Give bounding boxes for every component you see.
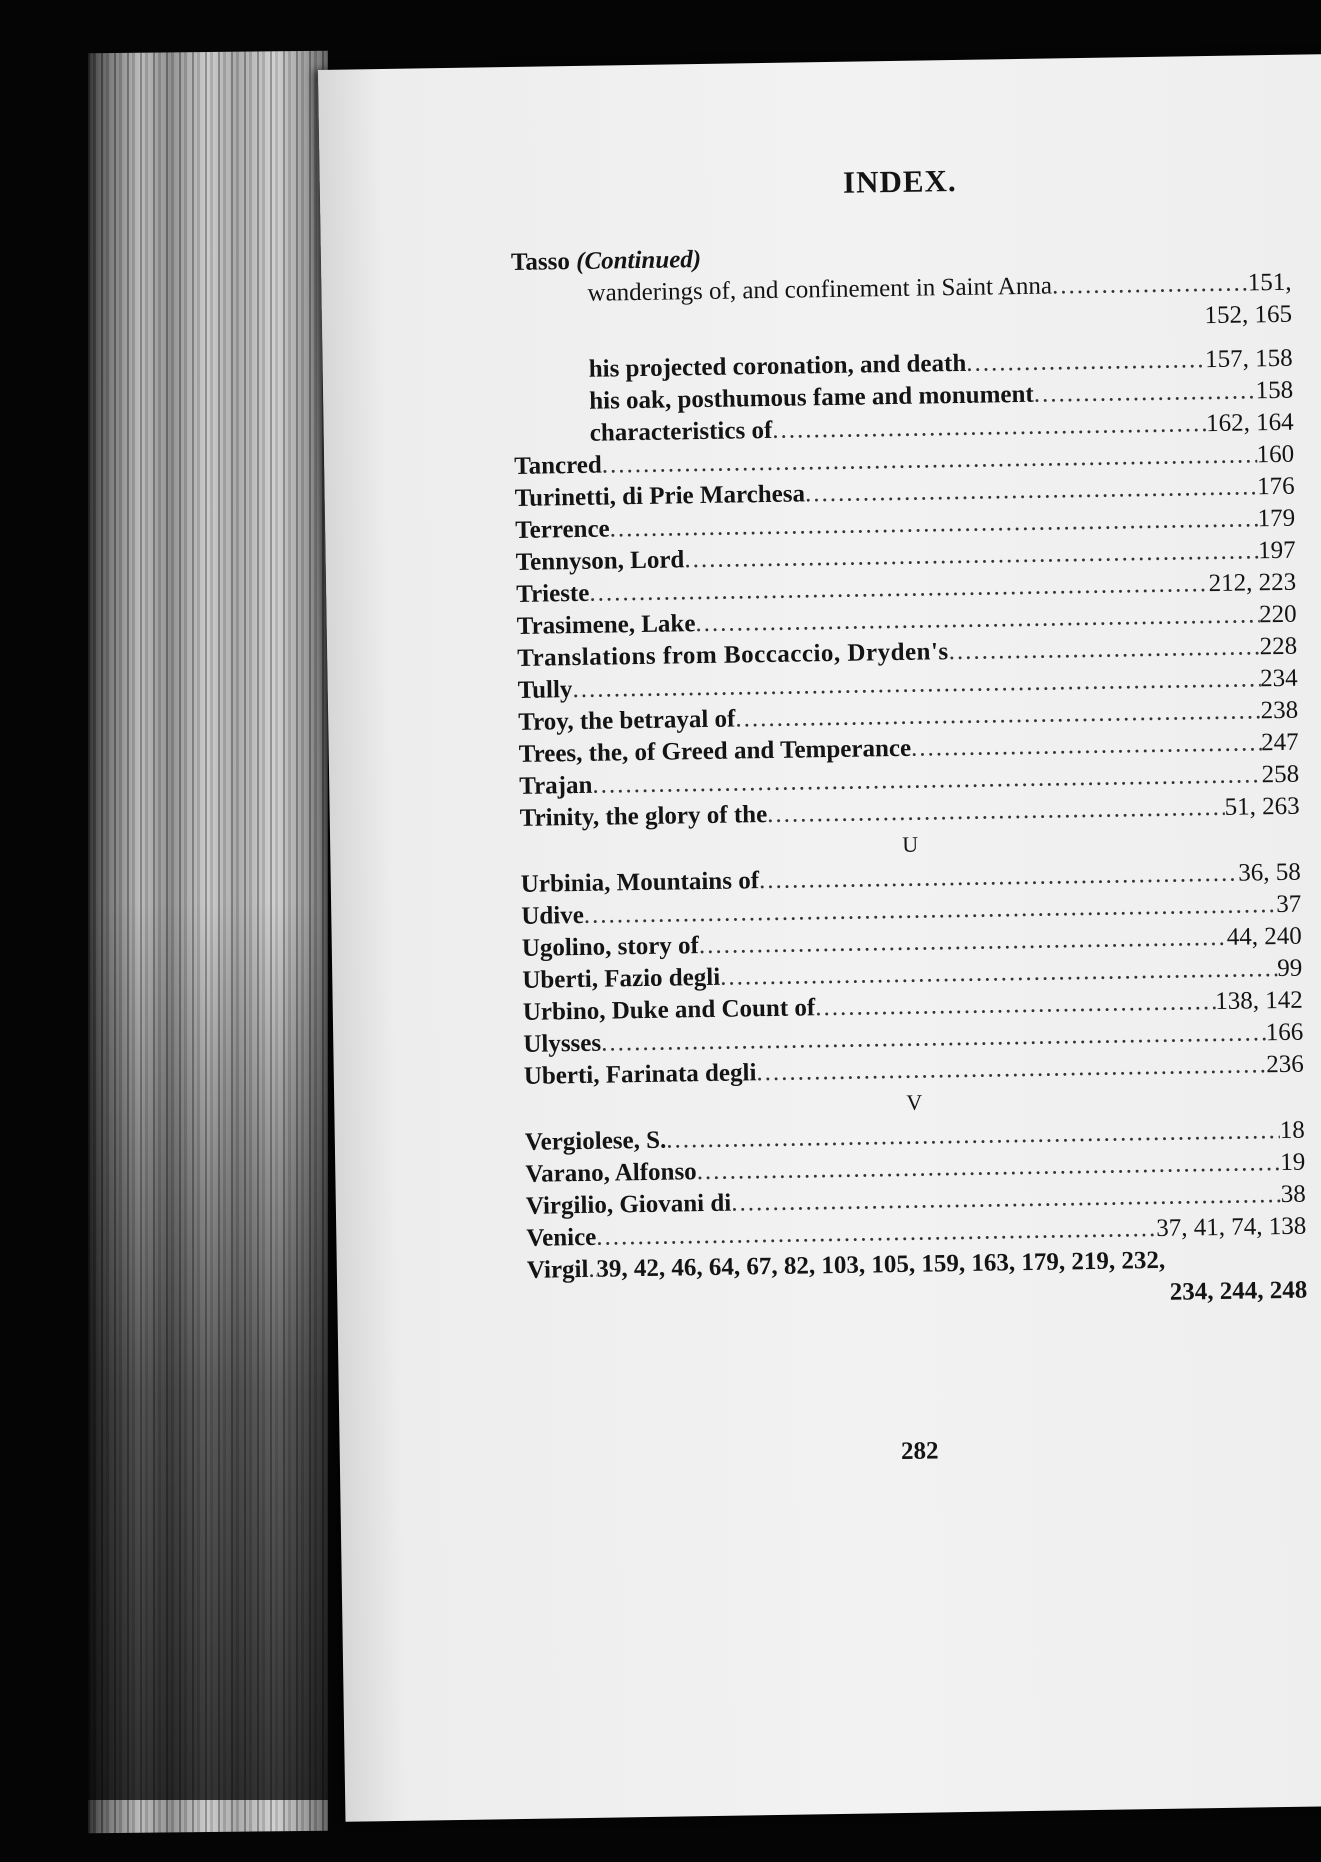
entry-pages: 38 [1280, 1180, 1306, 1209]
entry-pages: 197 [1257, 536, 1296, 565]
entry-pages: 99 [1277, 954, 1303, 983]
index-page [318, 54, 1321, 1822]
entry-name: Virgilio, Giovani di [525, 1189, 732, 1220]
entry-name: characteristics of [589, 416, 773, 447]
entry-pages: 212, 223 [1208, 568, 1297, 598]
entry-name: his projected coronation, and death [588, 349, 967, 383]
entry-pages: 138, 142 [1215, 986, 1303, 1016]
entry-name: Trasimene, Lake [516, 610, 696, 640]
section-letter-u: U [902, 831, 919, 857]
book-edge-shadow [88, 900, 328, 1800]
page-title: INDEX. [842, 162, 957, 200]
entry-pages: 228 [1259, 632, 1298, 661]
entry-pages-continuation: 234, 244, 248 [1169, 1276, 1308, 1306]
entry-pages: 151, [1247, 268, 1292, 297]
entry-name: Translations from Boccaccio, Dryden's [517, 638, 949, 672]
entry-pages-continuation: 152, 165 [1204, 300, 1293, 330]
entry-name: Virgil [526, 1255, 589, 1284]
entry-name: Trinity, the glory of the [519, 801, 768, 832]
entry-name: Trieste [516, 579, 590, 608]
entry-name: Tasso [510, 248, 571, 276]
entry-name: Terrence [515, 515, 610, 544]
entry-name: Turinetti, di Prie Marchesa [514, 480, 806, 512]
leader-dots [948, 631, 1260, 668]
entry-pages: 220 [1258, 600, 1297, 629]
entry-name: wanderings of, and confinement in Saint Anna [587, 272, 1053, 307]
leader-dots [1052, 267, 1248, 302]
entry-name: Tancred [514, 451, 602, 480]
entry-pages: 39, 42, 46, 64, 67, 82, 103, 105, 159, 163, 179, 219, 232, [596, 1246, 1166, 1283]
entry-name: Troy, the betrayal of [518, 705, 736, 736]
entry-pages: 236 [1266, 1050, 1304, 1079]
entry-pages: 36, 58 [1238, 858, 1301, 887]
entry-pages: 238 [1260, 696, 1299, 725]
entry-name: Udive [521, 901, 585, 930]
entry-pages: 162, 164 [1205, 408, 1294, 438]
entry-name: Tennyson, Lord [515, 546, 685, 576]
entry-name: Venice [526, 1223, 597, 1252]
entry-name: Trees, the, of Greed and Temperance [518, 734, 912, 768]
continued-note: (Continued) [575, 246, 702, 275]
entry-pages: 247 [1260, 728, 1299, 757]
entry-name: Ugolino, story of [521, 932, 700, 962]
entry-pages: 157, 158 [1204, 344, 1293, 374]
entry-name: Uberti, Farinata degli [523, 1059, 757, 1090]
entry-name: Trajan [519, 771, 593, 800]
index-content [510, 162, 1308, 1466]
leader-dots [966, 344, 1205, 380]
entry-name: Ulysses [523, 1029, 602, 1058]
entry-pages: 37, 41, 74, 138 [1156, 1212, 1307, 1242]
entry-pages: 37 [1276, 890, 1302, 919]
entry-pages: 166 [1265, 1018, 1304, 1047]
entry-pages: 160 [1256, 440, 1295, 469]
entry-name: Urbino, Duke and Count of [522, 994, 816, 1026]
page-number: 282 [900, 1437, 939, 1466]
entry-name: Vergiolese, S. [524, 1126, 667, 1156]
entry-name: Varano, Alfonso [525, 1158, 697, 1188]
entry-pages: 51, 263 [1224, 792, 1300, 821]
entry-pages: 19 [1280, 1148, 1306, 1177]
entry-pages: 18 [1279, 1116, 1305, 1145]
entry-name: Uberti, Fazio degli [522, 963, 721, 994]
leader-dots [1033, 375, 1255, 410]
entry-pages: 158 [1255, 376, 1294, 405]
entry-name: Urbinia, Mountains of [520, 867, 760, 898]
entry-name: Tully [517, 676, 573, 704]
entry-pages: 234 [1259, 664, 1298, 693]
entry-pages: 258 [1261, 760, 1300, 789]
entry-name: his oak, posthumous fame and monument [589, 380, 1034, 415]
section-letter-v: V [906, 1089, 923, 1115]
entry-pages: 44, 240 [1226, 922, 1302, 951]
entry-pages: 179 [1257, 504, 1296, 533]
entry-pages: 176 [1256, 472, 1295, 501]
